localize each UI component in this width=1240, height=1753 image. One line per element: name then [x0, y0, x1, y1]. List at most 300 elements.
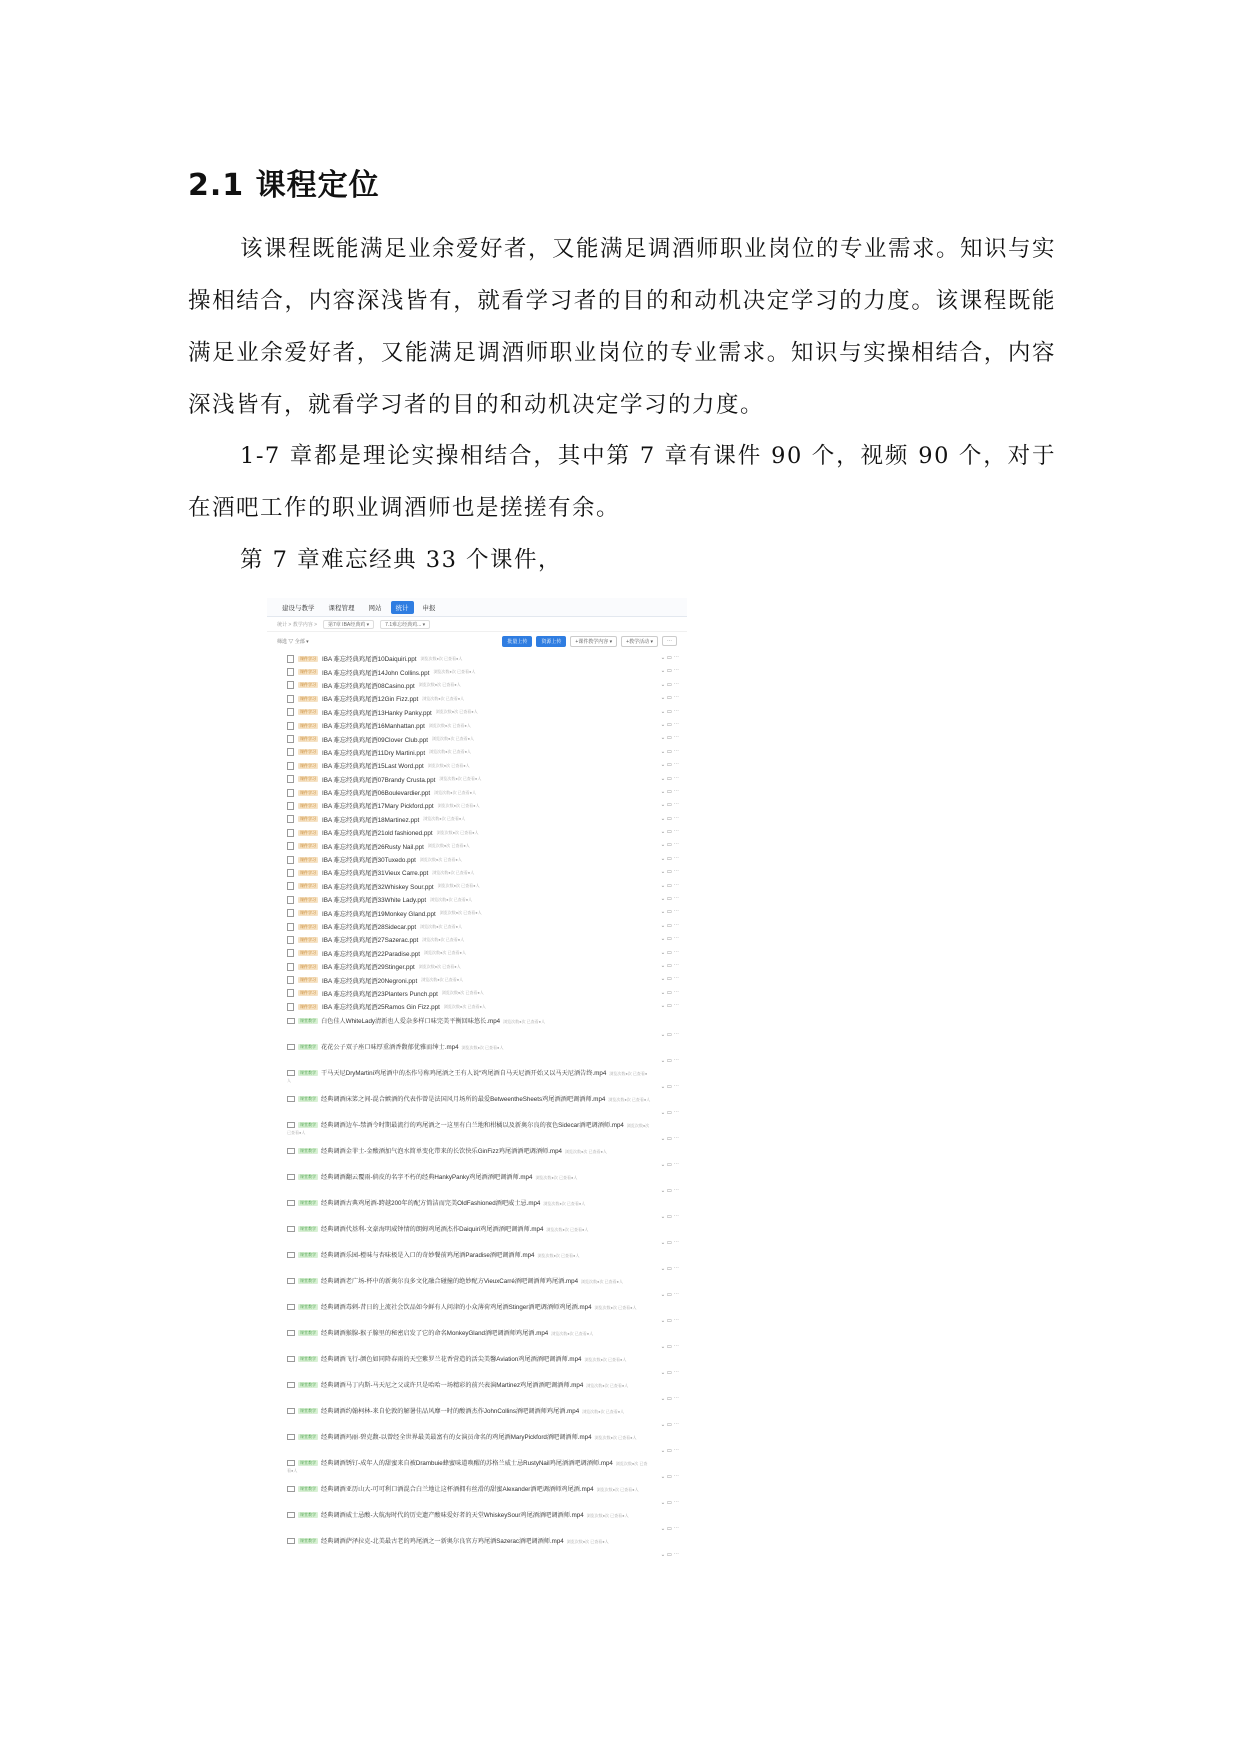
row-actions[interactable]: ⌄ ▭ ⋯	[660, 1395, 679, 1402]
video-icon	[287, 1434, 295, 1440]
nav-item-stats[interactable]: 统计	[391, 601, 414, 614]
file-name[interactable]: 经典调酒玛丽·碧克馥-以曾经全世界最美最富有的女演员命名的鸡尾酒MaryPickford酒吧调酒师.mp4	[321, 1433, 592, 1441]
ppt-file-row[interactable]	[287, 759, 679, 772]
nav-item-course-manage[interactable]: 课程管理	[328, 604, 355, 612]
row-actions[interactable]: ⌄ ▭ ⋯	[660, 1551, 679, 1558]
row-actions[interactable]: ⌄ ▭ ⋯	[660, 1003, 679, 1010]
file-icon	[287, 869, 294, 877]
file-icon	[287, 842, 294, 850]
paragraph-chapters: 1-7 章都是理论实操相结合，其中第 7 章有课件 90 个，视频 90 个，对于在酒吧工作的职业调酒师也是搓搓有余。	[188, 443, 1056, 521]
file-name[interactable]: IBA 难忘经典鸡尾酒08Casino.ppt	[322, 682, 415, 690]
courseware-tag: 课件学习	[300, 856, 316, 862]
file-name[interactable]: IBA 难忘经典鸡尾酒19Monkey Gland.ppt	[322, 910, 436, 918]
ppt-file-row[interactable]	[287, 719, 679, 732]
video-file-row[interactable]	[287, 1456, 679, 1482]
file-icon	[287, 963, 294, 971]
row-actions[interactable]: ⌄ ▭ ⋯	[660, 788, 679, 795]
ppt-file-row[interactable]	[287, 960, 679, 973]
file-stats: 浏览次数●次 已查看●人	[421, 977, 464, 983]
video-file-row[interactable]	[287, 1274, 679, 1300]
resource-upload-button[interactable]: 资源上传	[536, 636, 566, 647]
video-tag: 课堂教学	[300, 1511, 316, 1517]
courseware-tag: 课件学习	[300, 869, 316, 875]
file-stats: 浏览次数●次 已查看●人	[437, 883, 480, 889]
row-actions[interactable]: ⌄ ▭ ⋯	[660, 1239, 679, 1246]
file-icon	[287, 735, 294, 743]
file-stats: 浏览次数●次 已查看●人	[430, 896, 473, 902]
file-name[interactable]: 经典调酒毒刺-昔日的上流社会饮品如今鲜有人问津的小众薄荷鸡尾酒Stinger酒吧调酒师鸡尾酒.mp4	[321, 1303, 592, 1311]
row-actions[interactable]: ⌄ ▭ ⋯	[660, 815, 679, 822]
row-actions[interactable]: ⌄ ▭ ⋯	[660, 949, 679, 956]
file-stats: 浏览次数●次 已查看●人	[594, 1304, 637, 1310]
file-name[interactable]: IBA 难忘经典鸡尾酒29Stinger.ppt	[322, 964, 415, 972]
ppt-file-row[interactable]	[287, 773, 679, 786]
file-stats: 浏览次数●次 已查看●人	[287, 1122, 650, 1135]
row-actions[interactable]: ⌄ ▭ ⋯	[660, 962, 679, 969]
file-stats: 浏览次数●次 已查看●人	[420, 923, 463, 929]
file-name[interactable]: IBA 难忘经典鸡尾酒18Martinez.ppt	[322, 816, 420, 824]
video-icon	[287, 1174, 295, 1180]
video-tag: 课堂教学	[300, 1017, 316, 1023]
ppt-file-row[interactable]	[287, 706, 679, 719]
file-name[interactable]: 干马天尼DryMartini鸡尾酒中的杰作号称鸡尾酒之王有人说“鸡尾酒自马天尼酒开始又以马天尼酒告终.mp4	[321, 1069, 607, 1077]
file-stats: 浏览次数●次 已查看●人	[422, 936, 465, 942]
row-actions[interactable]: ⌄ ▭ ⋯	[660, 1473, 679, 1480]
file-stats: 浏览次数●次 已查看●人	[566, 1538, 609, 1544]
file-stats: 浏览次数●次 已查看●人	[437, 802, 480, 808]
ppt-file-row[interactable]	[287, 893, 679, 906]
file-stats: 浏览次数●次 已查看●人	[608, 1096, 651, 1102]
row-actions[interactable]: ⌄ ▭ ⋯	[660, 655, 679, 661]
row-actions[interactable]: ⌄ ▭ ⋯	[660, 1213, 679, 1220]
file-name[interactable]: IBA 难忘经典鸡尾酒13Hanky Panky.ppt	[322, 709, 432, 717]
courseware-tag: 课件学习	[300, 963, 316, 969]
video-icon	[287, 1018, 295, 1024]
file-name[interactable]: IBA 难忘经典鸡尾酒30Tuxedo.ppt	[322, 857, 416, 865]
row-actions[interactable]: ⌄ ▭ ⋯	[660, 896, 679, 903]
video-icon	[287, 1200, 295, 1206]
courseware-tag: 课件学习	[300, 695, 316, 701]
file-name[interactable]: IBA 难忘经典鸡尾酒28Sidecar.ppt	[322, 924, 417, 931]
file-stats: 浏览次数●次 已查看●人	[420, 655, 463, 661]
file-stats: 浏览次数●次 已查看●人	[535, 1174, 578, 1180]
video-file-row[interactable]	[287, 1118, 679, 1144]
file-name[interactable]: IBA 难忘经典鸡尾酒20Negroni.ppt	[322, 977, 418, 985]
file-name[interactable]: IBA 难忘经典鸡尾酒21old fashioned.ppt	[322, 830, 433, 838]
filter-control[interactable]: 筛选 ▽ 全部 ▾	[277, 638, 309, 645]
video-file-row[interactable]	[287, 1404, 679, 1430]
file-name[interactable]: IBA 难忘经典鸡尾酒22Paradise.ppt	[322, 950, 420, 958]
file-name[interactable]: IBA 难忘经典鸡尾酒07Brandy Crusta.ppt	[322, 776, 436, 784]
video-tag: 课堂教学	[300, 1381, 316, 1387]
courseware-tag: 课件学习	[300, 736, 316, 742]
ppt-file-row[interactable]	[287, 652, 679, 665]
row-actions[interactable]: ⌄ ▭ ⋯	[660, 842, 679, 849]
video-tag: 课堂教学	[300, 1095, 316, 1101]
file-icon	[287, 1003, 294, 1011]
row-actions[interactable]: ⌄ ▭ ⋯	[660, 1109, 679, 1116]
video-file-row[interactable]	[287, 1300, 679, 1326]
file-name[interactable]: 经典调酒古典鸡尾酒-跨越200年的配方简洁而完美OldFashioned酒吧威士忌.mp4	[321, 1199, 541, 1207]
ppt-file-row[interactable]	[287, 920, 679, 933]
courseware-tag: 课件学习	[300, 977, 316, 983]
file-icon	[287, 896, 294, 904]
file-icon	[287, 829, 294, 837]
row-actions[interactable]: ⌄ ▭ ⋯	[660, 936, 679, 943]
nav-item-site[interactable]: 网站	[368, 604, 382, 612]
courseware-tag: 课件学习	[300, 910, 316, 916]
ppt-file-row[interactable]	[287, 853, 679, 866]
video-icon	[287, 1408, 295, 1414]
file-name[interactable]: IBA 难忘经典鸡尾酒17Mary Pickford.ppt	[322, 803, 434, 811]
top-nav	[267, 598, 687, 617]
section-heading: 2.1 课程定位	[188, 168, 380, 203]
video-icon	[287, 1460, 295, 1466]
file-stats: 浏览次数●次 已查看●人	[439, 776, 482, 782]
file-icon	[287, 789, 294, 797]
courseware-tag: 课件学习	[300, 990, 316, 996]
embedded-screenshot	[267, 598, 687, 1558]
row-actions[interactable]: ⌄ ▭ ⋯	[660, 708, 679, 715]
file-icon	[287, 923, 294, 931]
file-name[interactable]: 经典调酒锈钉-成年人的甜蜜来自被Drambuie蜂蜜味道唤醒的苏格兰威士忌RustyNail鸡尾酒酒吧调酒师.mp4	[321, 1459, 613, 1467]
file-stats: 浏览次数●次 已查看●人	[422, 695, 465, 701]
nav-item-apply[interactable]: 申报	[422, 604, 436, 612]
video-file-row[interactable]	[287, 1352, 679, 1378]
video-file-row[interactable]	[287, 1170, 679, 1196]
courseware-tag: 课件学习	[300, 776, 316, 782]
file-stats: 浏览次数●次 已查看●人	[586, 1382, 629, 1388]
file-name[interactable]: IBA 难忘经典鸡尾酒14John Collins.ppt	[322, 669, 430, 677]
row-actions[interactable]: ⌄ ▭ ⋯	[660, 909, 679, 916]
ppt-file-row[interactable]	[287, 786, 679, 799]
file-stats: 浏览次数●次 已查看●人	[537, 1252, 580, 1258]
file-stats: 浏览次数●次 已查看●人	[419, 856, 462, 862]
row-actions[interactable]: ⌄ ▭ ⋯	[660, 829, 679, 836]
file-name[interactable]: 经典调酒边车-禁酒令时期最流行的鸡尾酒之一这里有白兰地和柑橘以及新奥尔良的夜色Sidecar酒吧调酒师.mp4	[321, 1121, 624, 1129]
row-actions[interactable]: ⌄ ▭ ⋯	[660, 1499, 679, 1506]
file-name[interactable]: 经典调酒萨泽拉克-北美最古老的鸡尾酒之一新奥尔良官方鸡尾酒Sazerac酒吧调酒师.mp4	[321, 1537, 564, 1545]
file-name[interactable]: 经典调酒乐园-橙味与杏味极是入口的奇妙餐前鸡尾酒Paradise酒吧调酒师.mp4	[321, 1251, 535, 1259]
courseware-tag: 课件学习	[300, 655, 316, 661]
file-stats: 浏览次数●次 已查看●人	[427, 762, 470, 768]
row-actions[interactable]: ⌄ ▭ ⋯	[660, 1031, 679, 1038]
row-actions[interactable]: ⌄ ▭ ⋯	[660, 721, 679, 728]
breadcrumb-path[interactable]: 统计 > 教学内容 >	[277, 621, 318, 628]
row-actions[interactable]: ⌄ ▭ ⋯	[660, 695, 679, 702]
file-stats: 浏览次数●次 已查看●人	[432, 869, 475, 875]
row-actions[interactable]: ⌄ ▭ ⋯	[660, 1135, 679, 1142]
ppt-file-row[interactable]	[287, 987, 679, 1000]
file-stats: 浏览次数●次 已查看●人	[594, 1434, 637, 1440]
file-name[interactable]: 经典调酒马丁内斯-马天尼之父或许只是哈哈一场精彩的前兴表演Martinez鸡尾酒酒吧调酒师.mp4	[321, 1381, 584, 1389]
file-icon	[287, 882, 294, 890]
file-name[interactable]: 经典调酒飞行-颜色如同降春雨的天空紫罗兰花香营造的活尖美馨Aviation鸡尾酒酒吧调酒师.mp4	[321, 1355, 582, 1363]
file-stats: 浏览次数●次 已查看●人	[433, 669, 476, 675]
file-stats: 浏览次数●次 已查看●人	[443, 1003, 486, 1009]
file-icon	[287, 775, 294, 783]
row-actions[interactable]: ⌄ ▭ ⋯	[660, 1083, 679, 1090]
video-file-row[interactable]	[287, 1482, 679, 1508]
video-tag: 课堂教学	[300, 1069, 316, 1075]
video-file-row[interactable]	[287, 1014, 679, 1040]
file-stats: 浏览次数●次 已查看●人	[439, 910, 482, 916]
video-icon	[287, 1382, 295, 1388]
file-name[interactable]: 经典调酒老广场-杯中的新奥尔良多文化融合碰撞的绝妙配方VieuxCarré酒吧调酒师鸡尾酒.mp4	[321, 1277, 579, 1285]
video-icon	[287, 1252, 295, 1258]
paragraph-chapter7: 第 7 章难忘经典 33 个课件，	[240, 547, 563, 573]
video-icon	[287, 1486, 295, 1492]
row-actions[interactable]: ⌄ ▭ ⋯	[660, 1421, 679, 1428]
file-name[interactable]: IBA 难忘经典鸡尾酒12Gin Fizz.ppt	[322, 696, 419, 704]
row-actions[interactable]: ⌄ ▭ ⋯	[660, 735, 679, 742]
video-icon	[287, 1330, 295, 1336]
file-icon	[287, 762, 294, 770]
row-actions[interactable]: ⌄ ▭ ⋯	[660, 1265, 679, 1272]
ppt-file-row[interactable]	[287, 813, 679, 826]
video-icon	[287, 1044, 295, 1050]
row-actions[interactable]: ⌄ ▭ ⋯	[660, 1291, 679, 1298]
courseware-tag: 课件学习	[300, 802, 316, 808]
row-actions[interactable]: ⌄ ▭ ⋯	[660, 748, 679, 755]
video-file-row[interactable]	[287, 1326, 679, 1352]
file-icon	[287, 668, 294, 676]
video-file-row[interactable]	[287, 1092, 679, 1118]
video-icon	[287, 1070, 295, 1076]
file-icon	[287, 909, 294, 917]
file-icon	[287, 815, 294, 823]
video-tag: 课堂教学	[300, 1459, 316, 1465]
ppt-file-row[interactable]	[287, 826, 679, 839]
video-file-row[interactable]	[287, 1144, 679, 1170]
video-file-row[interactable]	[287, 1040, 679, 1066]
file-stats: 浏览次数●次 已查看●人	[503, 1018, 546, 1024]
video-icon	[287, 1096, 295, 1102]
file-stats: 浏览次数●次 已查看●人	[287, 1460, 648, 1473]
courseware-tag: 课件学习	[300, 709, 316, 715]
paragraph-course-positioning: 该课程既能满足业余爱好者，又能满足调酒师职业岗位的专业需求。知识与实操相结合，内容深浅皆有，就看学习者的目的和动机决定学习的力度。该课程既能满足业余爱好者，又能满足调酒师职业岗位的专业需求。知识与实操相结合，内容深浅皆有，就看学习者的目的和动机决定学习的力度。	[188, 236, 1057, 418]
row-actions[interactable]: ⌄ ▭ ⋯	[660, 1525, 679, 1532]
file-stats: 浏览次数●次 已查看●人	[423, 816, 466, 822]
row-actions[interactable]: ⌄ ▭ ⋯	[660, 1317, 679, 1324]
courseware-tag: 课件学习	[300, 722, 316, 728]
ppt-file-row[interactable]	[287, 880, 679, 893]
ppt-file-row[interactable]	[287, 906, 679, 919]
file-stats: 浏览次数●次 已查看●人	[427, 843, 470, 849]
file-name[interactable]: IBA 难忘经典鸡尾酒11Dry Martini.ppt	[322, 749, 426, 757]
courseware-tag: 课件学习	[300, 829, 316, 835]
courseware-tag: 课件学习	[300, 1003, 316, 1009]
video-tag: 课堂教学	[300, 1199, 316, 1205]
ppt-file-row[interactable]	[287, 1000, 679, 1013]
section-select[interactable]: 7.1难忘经典鸡... ▾	[380, 620, 430, 629]
courseware-tag: 课件学习	[300, 669, 316, 675]
file-name[interactable]: 经典调酒亚历山大-可可利口酒混合白兰地让这杯酒拥有丝滑的甜蜜Alexander酒吧调酒师鸡尾酒.mp4	[321, 1485, 594, 1493]
file-name[interactable]: IBA 难忘经典鸡尾酒15Last Word.ppt	[322, 763, 424, 771]
file-stats: 浏览次数●次 已查看●人	[543, 1200, 586, 1206]
more-button[interactable]: ⋯	[662, 636, 677, 646]
file-name[interactable]: IBA 难忘经典鸡尾酒06Boulevardier.ppt	[322, 790, 431, 798]
file-stats: 浏览次数●次 已查看●人	[564, 1148, 607, 1154]
row-actions[interactable]: ⌄ ▭ ⋯	[660, 775, 679, 782]
file-name[interactable]: IBA 难忘经典鸡尾酒31Vieux Carre.ppt	[322, 870, 429, 878]
video-file-row[interactable]	[287, 1066, 679, 1092]
file-icon	[287, 681, 294, 689]
ppt-file-row[interactable]	[287, 692, 679, 705]
add-content-button[interactable]: +课件教学内容 ▾	[570, 636, 617, 647]
video-icon	[287, 1512, 295, 1518]
ppt-file-row[interactable]	[287, 947, 679, 960]
file-name[interactable]: 经典调酒金菲士-金酸酒加气泡水简单变化带来的长饮快乐GinFizz鸡尾酒酒吧调酒师.mp4	[321, 1147, 562, 1155]
row-actions[interactable]: ⌄ ▭ ⋯	[660, 882, 679, 889]
file-name[interactable]: IBA 难忘经典鸡尾酒16Manhattan.ppt	[322, 723, 425, 731]
row-actions[interactable]: ⌄ ▭ ⋯	[660, 762, 679, 769]
video-file-row[interactable]	[287, 1378, 679, 1404]
file-name[interactable]: IBA 难忘经典鸡尾酒26Rusty Nail.ppt	[322, 843, 424, 851]
chapter-select[interactable]: 第7章 IBA经典鸡 ▾	[323, 620, 374, 629]
file-name[interactable]: 白色佳人WhiteLady清新也人爱杂多样口味完美平衡回味悠长.mp4	[321, 1017, 501, 1025]
file-stats: 浏览次数●次 已查看●人	[435, 709, 478, 715]
courseware-tag: 课件学习	[300, 923, 316, 929]
video-file-row[interactable]	[287, 1534, 679, 1560]
video-tag: 课堂教学	[300, 1225, 316, 1231]
video-file-row[interactable]	[287, 1430, 679, 1456]
file-icon	[287, 722, 294, 730]
toolbar	[267, 632, 687, 650]
row-actions[interactable]: ⌄ ▭ ⋯	[660, 1343, 679, 1350]
add-activity-button[interactable]: +教学活动 ▾	[621, 636, 658, 647]
video-tag: 课堂教学	[300, 1043, 316, 1049]
ppt-file-row[interactable]	[287, 679, 679, 692]
video-icon	[287, 1148, 295, 1154]
file-name[interactable]: IBA 难忘经典鸡尾酒10Daiquiri.ppt	[322, 656, 417, 664]
file-name[interactable]: 经典调酒床笫之间-混合嫉酒的代表作曾是法国风月场所的最爱BetweentheSheets鸡尾酒酒吧调酒师.mp4	[321, 1095, 606, 1103]
batch-upload-button[interactable]: 批量上传	[502, 636, 532, 647]
row-actions[interactable]: ⌄ ▭ ⋯	[660, 1447, 679, 1454]
courseware-tag: 课件学习	[300, 749, 316, 755]
row-actions[interactable]: ⌄ ▭ ⋯	[660, 1369, 679, 1376]
file-stats: 浏览次数●次 已查看●人	[287, 1070, 648, 1083]
courseware-tag: 课件学习	[300, 789, 316, 795]
file-icon	[287, 989, 294, 997]
video-tag: 课堂教学	[300, 1537, 316, 1543]
row-actions[interactable]: ⌄ ▭ ⋯	[660, 668, 679, 675]
row-actions[interactable]: ⌄ ▭ ⋯	[660, 989, 679, 996]
video-file-row[interactable]	[287, 1248, 679, 1274]
file-name[interactable]: 经典调酒威士忌酸-大航海时代的历史遗产酸味爱好者的天堂WhiskeySour鸡尾酒酒吧调酒师.mp4	[321, 1511, 584, 1519]
file-name[interactable]: IBA 难忘经典鸡尾酒27Sazerac.ppt	[322, 937, 419, 945]
file-icon	[287, 976, 294, 984]
file-name[interactable]: IBA 难忘经典鸡尾酒33White Lady.ppt	[322, 897, 427, 905]
courseware-tag: 课件学习	[300, 843, 316, 849]
ppt-file-row[interactable]	[287, 799, 679, 812]
video-file-row[interactable]	[287, 1508, 679, 1534]
video-tag: 课堂教学	[300, 1355, 316, 1361]
courseware-tag: 课件学习	[300, 883, 316, 889]
video-tag: 课堂教学	[300, 1173, 316, 1179]
video-icon	[287, 1356, 295, 1362]
file-name[interactable]: 花花公子双子座口味厚重酒香馥郁优雅而绅士.mp4	[321, 1043, 459, 1051]
file-icon	[287, 695, 294, 703]
file-stats: 浏览次数●次 已查看●人	[596, 1486, 639, 1492]
row-actions[interactable]: ⌄ ▭ ⋯	[660, 976, 679, 983]
file-name[interactable]: IBA 难忘经典鸡尾酒09Clover Club.ppt	[322, 736, 429, 744]
file-stats: 浏览次数●次 已查看●人	[418, 682, 461, 688]
courseware-tag: 课件学习	[300, 936, 316, 942]
nav-item-build[interactable]: 建设与教学	[282, 604, 315, 612]
row-actions[interactable]: ⌄ ▭ ⋯	[660, 855, 679, 862]
file-icon	[287, 856, 294, 864]
file-icon	[287, 802, 294, 810]
file-stats: 浏览次数●次 已查看●人	[424, 950, 466, 956]
file-stats: 浏览次数●次 已查看●人	[429, 749, 472, 755]
file-name[interactable]: 经典调酒翻云覆雨-倘皮的名字不朽的经典HankyPanky鸡尾酒酒吧调酒师.mp4	[321, 1173, 533, 1181]
row-actions[interactable]: ⌄ ▭ ⋯	[660, 1057, 679, 1064]
video-tag: 课堂教学	[300, 1433, 316, 1439]
row-actions[interactable]: ⌄ ▭ ⋯	[660, 922, 679, 929]
file-stats: 浏览次数●次 已查看●人	[436, 829, 479, 835]
file-list	[267, 650, 687, 1560]
video-icon	[287, 1226, 295, 1232]
video-file-row[interactable]	[287, 1222, 679, 1248]
row-actions[interactable]: ⌄ ▭ ⋯	[660, 681, 679, 688]
file-stats: 浏览次数●次 已查看●人	[581, 1278, 623, 1284]
file-stats: 浏览次数●次 已查看●人	[418, 963, 461, 969]
ppt-file-row[interactable]	[287, 839, 679, 852]
file-stats: 浏览次数●次 已查看●人	[441, 990, 484, 996]
ppt-file-row[interactable]	[287, 732, 679, 745]
video-tag: 课堂教学	[300, 1121, 316, 1127]
ppt-file-row[interactable]	[287, 973, 679, 986]
file-name[interactable]: 经典调酒代基利-文豪海明威钟情的朗姆鸡尾酒杰作Daiquiri鸡尾酒酒吧调酒师.mp4	[321, 1225, 544, 1233]
courseware-tag: 课件学习	[300, 816, 316, 822]
file-icon	[287, 655, 294, 663]
video-icon	[287, 1538, 295, 1544]
file-name[interactable]: IBA 难忘经典鸡尾酒32Whiskey Sour.ppt	[322, 883, 434, 891]
row-actions[interactable]: ⌄ ▭ ⋯	[660, 869, 679, 876]
file-icon	[287, 949, 294, 957]
file-stats: 浏览次数●次 已查看●人	[584, 1356, 627, 1362]
file-stats: 浏览次数●次 已查看●人	[551, 1330, 594, 1336]
file-name[interactable]: 经典调酒约翰柯林-来自伦敦的解暑佳品风靡一时的酸酒杰作JohnCollins酒吧调酒师鸡尾酒.mp4	[321, 1407, 580, 1415]
row-actions[interactable]: ⌄ ▭ ⋯	[660, 1187, 679, 1194]
courseware-tag: 课件学习	[300, 950, 316, 956]
ppt-file-row[interactable]	[287, 665, 679, 678]
file-stats: 浏览次数●次 已查看●人	[582, 1408, 625, 1414]
video-tag: 课堂教学	[300, 1485, 316, 1491]
video-tag: 课堂教学	[300, 1329, 316, 1335]
ppt-file-row[interactable]	[287, 746, 679, 759]
video-icon	[287, 1304, 295, 1310]
video-file-row[interactable]	[287, 1196, 679, 1222]
file-stats: 浏览次数●次 已查看●人	[586, 1512, 629, 1518]
video-tag: 课堂教学	[300, 1407, 316, 1413]
ppt-file-row[interactable]	[287, 933, 679, 946]
file-name[interactable]: 经典调酒猴腺-猴子腺里的秘密启发了它的命名MonkeyGland酒吧调酒师鸡尾酒.mp4	[321, 1329, 549, 1337]
courseware-tag: 课件学习	[300, 896, 316, 902]
file-name[interactable]: IBA 难忘经典鸡尾酒23Planters Punch.ppt	[322, 990, 438, 998]
row-actions[interactable]: ⌄ ▭ ⋯	[660, 802, 679, 809]
file-name[interactable]: IBA 难忘经典鸡尾酒25Ramos Gin Fizz.ppt	[322, 1004, 440, 1012]
video-icon	[287, 1122, 295, 1128]
video-tag: 课堂教学	[300, 1303, 316, 1309]
file-icon	[287, 936, 294, 944]
courseware-tag: 课件学习	[300, 682, 316, 688]
row-actions[interactable]: ⌄ ▭ ⋯	[660, 1161, 679, 1168]
file-stats: 浏览次数●次 已查看●人	[434, 789, 477, 795]
ppt-file-row[interactable]	[287, 866, 679, 879]
courseware-tag: 课件学习	[300, 762, 316, 768]
